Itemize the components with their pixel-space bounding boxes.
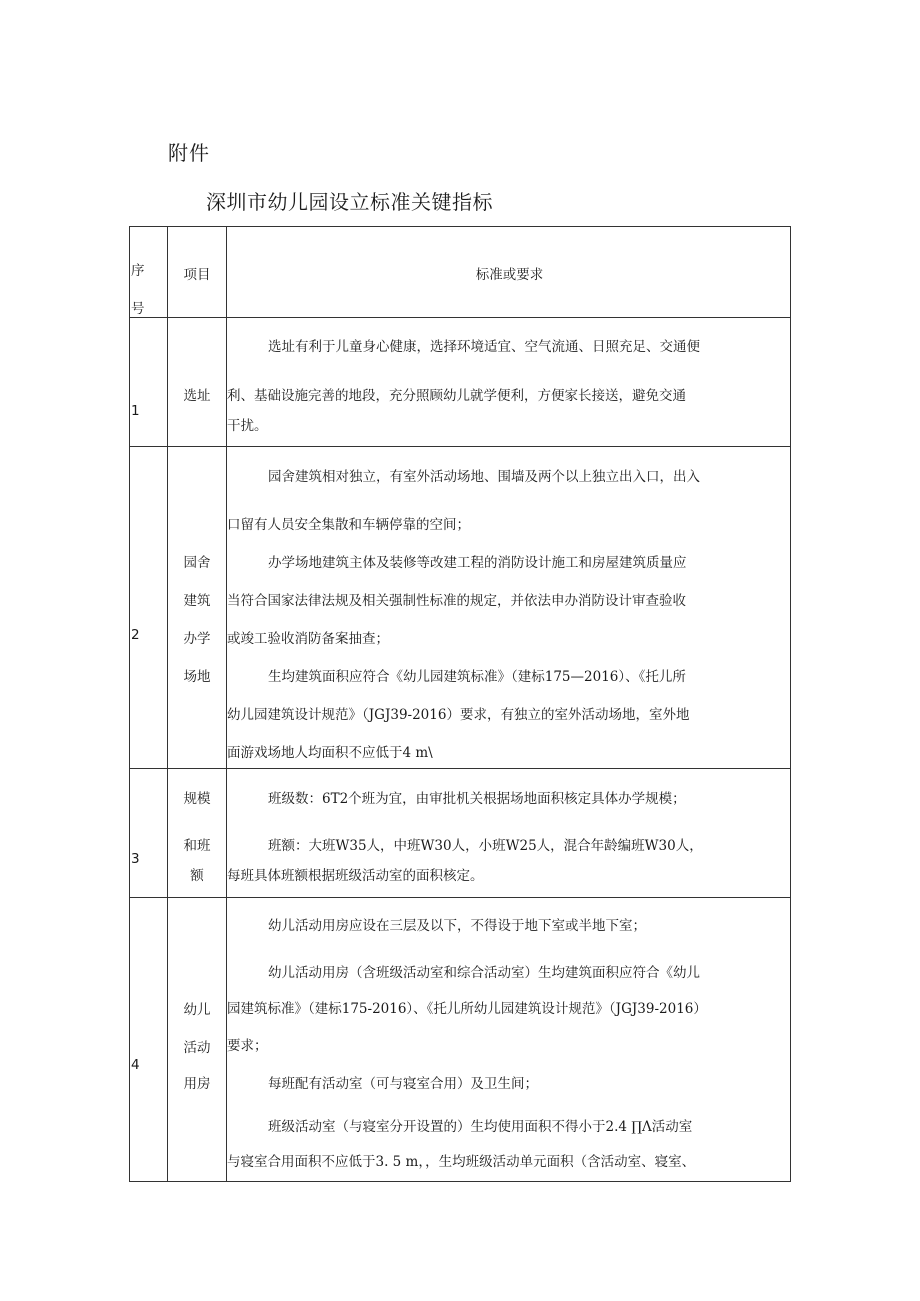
- table-row: [130, 447, 790, 769]
- row-item: 用房: [183, 1076, 211, 1092]
- row-number: 3: [131, 851, 140, 867]
- header-seq: 号: [131, 301, 145, 317]
- header-standard: 标准或要求: [475, 267, 544, 283]
- standard-line: 或竣工验收消防备案抽查；: [227, 631, 389, 647]
- standard-line: 干扰。: [227, 418, 268, 434]
- table-row: [130, 318, 790, 447]
- standard-line: 每班配有活动室（可与寝室合用）及卫生间；: [268, 1076, 538, 1092]
- standard-line: 园建筑标准》（建标175-2016）、《托儿所幼儿园建筑设计规范》（JGJ39-2016）: [227, 1001, 707, 1017]
- header-item: 项目: [183, 267, 211, 283]
- row-item: 建筑: [183, 593, 211, 609]
- standards-table: [129, 226, 791, 1182]
- row-item: 和班: [183, 838, 211, 854]
- row-number: 2: [131, 627, 140, 643]
- row-item: 园舍: [183, 555, 211, 571]
- row-item: 规模: [183, 791, 211, 807]
- standard-line: 班级数：6T2个班为宜，由审批机关根据场地面积核定具体办学规模；: [268, 791, 686, 807]
- standard-line: 办学场地建筑主体及装修等改建工程的消防设计施工和房屋建筑质量应: [268, 555, 687, 571]
- row-number: 1: [131, 403, 140, 419]
- standard-line: 选址有利于儿童身心健康，选择环境适宜、空气流通、日照充足、交通便: [268, 339, 700, 355]
- row-item: 活动: [183, 1040, 211, 1056]
- header-seq: 序: [131, 263, 145, 279]
- standard-line: 要求；: [227, 1038, 268, 1054]
- row-item: 选址: [183, 388, 211, 404]
- standard-line: 口留有人员安全集散和车辆停靠的空间；: [227, 517, 470, 533]
- table-header-row: [130, 227, 790, 318]
- row-item: 场地: [183, 669, 211, 685]
- row-item: 办学: [183, 631, 211, 647]
- standard-line: 每班具体班额根据班级活动室的面积核定。: [227, 868, 484, 884]
- standard-line: 生均建筑面积应符合《幼儿园建筑标准》（建标175—2016）、《托儿所: [268, 669, 686, 685]
- standard-line: 班额：大班W35人，中班W30人，小班W25人，混合年龄编班W30人，: [268, 838, 703, 854]
- standard-line: 与寝室合用面积不应低于3. 5 m，，生均班级活动单元面积（含活动室、寝室、: [227, 1154, 696, 1170]
- row-number: 4: [131, 1057, 140, 1073]
- document-title: 深圳市幼儿园设立标准关键指标: [206, 190, 493, 214]
- table-row: [130, 898, 790, 1183]
- row-item: 幼儿: [183, 1002, 211, 1018]
- standard-line: 幼儿园建筑设计规范》（JGJ39-2016）要求，有独立的室外活动场地，室外地: [227, 707, 690, 723]
- standard-line: 园舍建筑相对独立，有室外活动场地、围墙及两个以上独立出入口，出入: [268, 469, 700, 485]
- standard-line: 当符合国家法律法规及相关强制性标准的规定，并依法申办消防设计审查验收: [227, 593, 686, 609]
- standard-line: 利、基础设施完善的地段，充分照顾幼儿就学便利，方便家长接送，避免交通: [227, 388, 686, 404]
- standard-line: 面游戏场地人均面积不应低于4 m\: [227, 745, 433, 761]
- standard-line: 幼儿活动用房（含班级活动室和综合活动室）生均建筑面积应符合《幼儿: [268, 965, 700, 981]
- table-row: [130, 769, 790, 898]
- row-item: 额: [190, 868, 204, 884]
- attachment-label: 附件: [168, 141, 210, 165]
- standard-line: 班级活动室（与寝室分开设置的）生均使用面积不得小于2.4 ∏Λ活动室: [268, 1119, 693, 1135]
- standard-line: 幼儿活动用房应设在三层及以下，不得设于地下室或半地下室；: [268, 918, 646, 934]
